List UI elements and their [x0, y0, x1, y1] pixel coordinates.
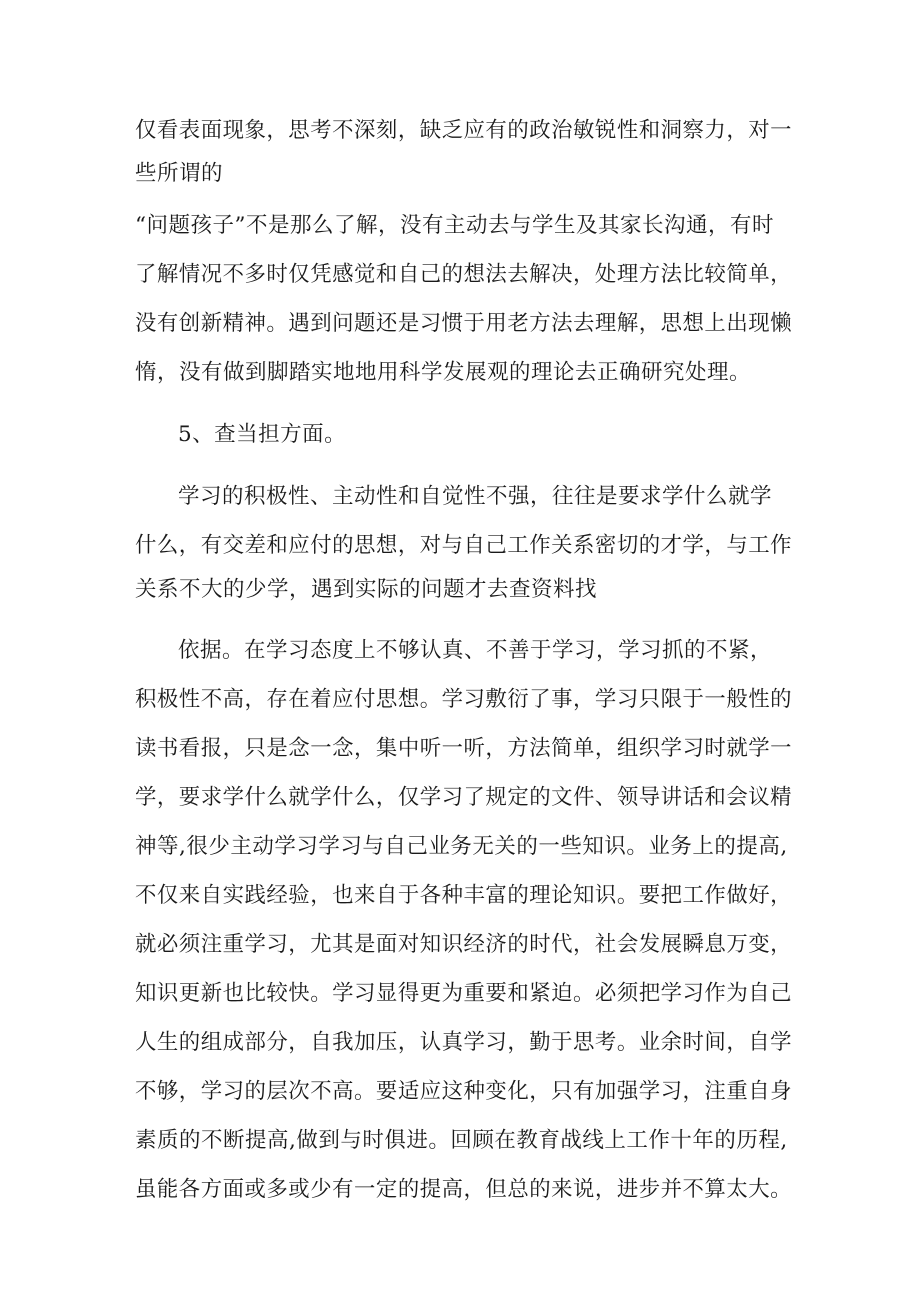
- text-line: 些所谓的: [135, 161, 224, 186]
- text-line: 不仅来自实践经验，也来自于各种丰富的理论知识。要把工作做好，: [135, 883, 793, 908]
- text-line: 就必须注重学习，尤其是面对知识经济的时代，社会发展瞬息万变，: [135, 932, 793, 957]
- text-line: “问题孩子”不是那么了解，没有主动去与学生及其家长沟通，有时: [135, 213, 774, 238]
- text-line: 学习的积极性、主动性和自觉性不强，往往是要求学什么就学: [178, 484, 773, 509]
- text-line: 人生的组成部分，自我加压，认真学习，勤于思考。业余时间，自学: [135, 1030, 793, 1055]
- text-line: 依据。在学习态度上不够认真、不善于学习，学习抓的不紧，: [178, 638, 773, 663]
- text-line: 知识更新也比较快。学习显得更为重要和紧迫。必须把学习作为自己: [135, 981, 793, 1006]
- section-heading: 5、查当担方面。: [178, 422, 347, 447]
- text-line: 素质的不断提高,做到与时俱进。回顾在教育战线上工作十年的历程,: [135, 1128, 788, 1153]
- text-line: 不够，学习的层次不高。要适应这种变化，只有加强学习，注重自身: [135, 1079, 793, 1104]
- text-line: 读书看报，只是念一念，集中听一听，方法简单，组织学习时就学一: [135, 736, 793, 761]
- text-line: 仅看表面现象，思考不深刻，缺乏应有的政治敏锐性和洞察力，对一: [135, 118, 793, 143]
- text-line: 虽能各方面或多或少有一定的提高，但总的来说，进步并不算太大。: [135, 1177, 793, 1202]
- text-line: 积极性不高，存在着应付思想。学习敷衍了事，学习只限于一般性的: [135, 687, 793, 712]
- text-line: 惰，没有做到脚踏实地地用科学发展观的理论去正确研究处理。: [135, 360, 752, 385]
- text-line: 关系不大的少学，遇到实际的问题才去查资料找: [135, 577, 598, 602]
- text-line: 学，要求学什么就学什么，仅学习了规定的文件、领导讲话和会议精: [135, 785, 793, 810]
- text-line: 神等,很少主动学习学习与自己业务无关的一些知识。业务上的提高,: [135, 834, 788, 859]
- text-line: 了解情况不多时仅凭感觉和自己的想法去解决，处理方法比较简单，: [135, 262, 793, 287]
- text-line: 什么，有交差和应付的思想，对与自己工作关系密切的才学，与工作: [135, 533, 793, 558]
- text-line: 没有创新精神。遇到问题还是习惯于用老方法去理解，思想上出现懒: [135, 311, 793, 336]
